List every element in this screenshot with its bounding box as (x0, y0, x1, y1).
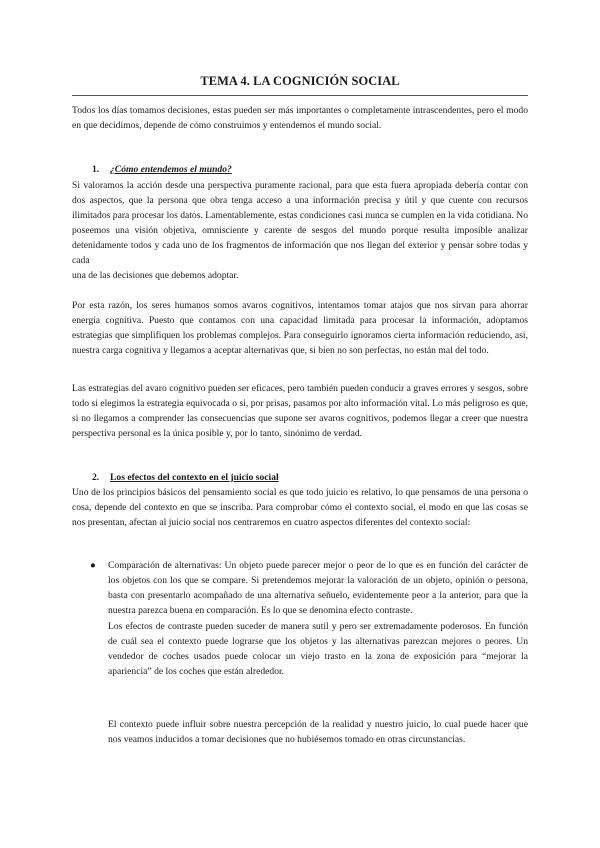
section-1-paragraph-1: Si valoramos la acción desde una perspectiva puramente racional, para que esta fuera apropiada debería contar con dos aspectos, que la persona que obra tenga acceso a una información precisa y útil y que cuente con recursos ilimitados para procesar los datos. Lamentablemente, estas condiciones casi nunca se cumplen en la vida cotidiana. No poseemos una visión objetiva, omnisciente y carente de sesgos del mundo porque resulta imposible analizar detenidamente todos y cada uno de los fragmentos de información que nos llegan del exterior y pensar sobre todas y cada (72, 180, 528, 267)
intro-paragraph: Todos los días tomamos decisiones, estas pueden ser más importantes o completamente intrascendentes, pero el modo en que decidimos, depende de cómo construimos y entendemos el mundo social. (72, 105, 528, 132)
section-2-heading (92, 470, 279, 485)
section-2-number: 2. (92, 472, 100, 483)
section-2-paragraph-1: Uno de los principios básicos del pensamiento social es que todo juicio es relativo, lo que pensamos de una persona o cosa, depende del contexto en que se inscriba. Para comprobar cómo el contexto social, el modo en que las cosas se nos presentan, afectan al juicio social nos centraremos en cuatro aspectos diferentes del contexto social: (72, 487, 528, 529)
section-1-number: 1. (92, 164, 100, 175)
section-1-paragraph-1-tail: una de las decisiones que debemos adoptar. (72, 270, 239, 281)
section-1-heading (92, 162, 232, 177)
section-1-title: ¿Cómo entendemos el mundo? (110, 164, 232, 175)
title-divider (72, 95, 528, 96)
bullet-marker: ● (90, 560, 96, 571)
bullet-1-paragraph-2: Los efectos de contraste pueden suceder de manera sutil y pero ser extremadamente poderosos. En función de cuál sea el contexto puede lograrse que los objetos y las alternativas parezcan mejores o peores. Un vendedor de coches usados puede colocar un viejo trasto en la zona de exposición para “mejorar la apariencia” de los coches que están alrededor. (108, 621, 528, 678)
section-1-paragraph-3: Las estrategias del avaro cognitivo pueden ser eficaces, pero también pueden conducir a graves errores y sesgos, sobre todo si elegimos la estrategia equivocada o si, por prisas, pasamos por alto información vital. Lo más peligroso es que, si no llegamos a comprender las consecuencias que supone ser avaros cognitivos, podemos llegar a creer que nuestra perspectiva personal es la única posible y, por lo tanto, sinónimo de verdad. (72, 383, 528, 440)
document-title: TEMA 4. LA COGNICIÓN SOCIAL (200, 74, 400, 88)
section-2-title: Los efectos del contexto en el juicio social (110, 472, 279, 483)
bullet-1-paragraph-3: El contexto puede influir sobre nuestra percepción de la realidad y nuestro juicio, lo cual puede hacer que nos veamos inducidos a tomar decisiones que no hubiésemos tomado en otras circunstancias. (108, 719, 528, 746)
bullet-1-text: Comparación de alternativas: Un objeto puede parecer mejor o peor de lo que es en función del carácter de los objetos con los que se compare. Si pretendemos mejorar la valoración de un objeto, opinión o persona, basta con presentarlo acompañado de una alternativa señuelo, evidentemente peor a la anterior, para que la nuestra parezca buena en comparación. Es lo que se denomina efecto contraste. (108, 560, 528, 617)
section-1-paragraph-2: Por esta razón, los seres humanos somos avaros cognitivos, intentamos tomar atajos que nos sirvan para ahorrar energía cognitiva. Puesto que contamos con una capacidad limitada para procesar la información, adoptamos estrategias que simplifiquen los problemas complejos. Para conseguirlo ignoramos cierta información reduciendo, así, nuestra carga cognitiva y llegamos a aceptar alternativas que, si bien no son perfectas, no están mal del todo. (72, 300, 528, 357)
